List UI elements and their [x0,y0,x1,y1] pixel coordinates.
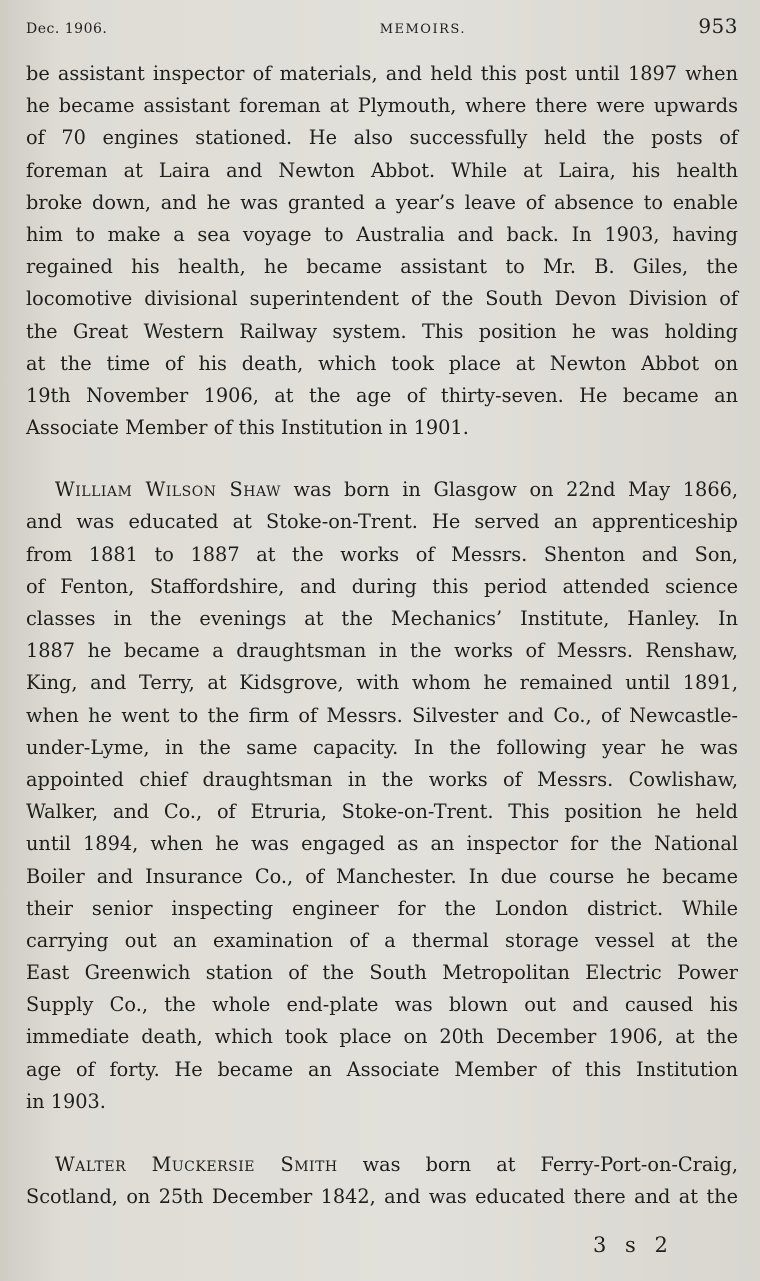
text-line: 1887 he became a draughtsman in the works of Messrs. Renshaw, [26,639,738,663]
text-line: the Great Western Railway system. This position he was holding [26,319,738,343]
text-line: East Greenwich station of the South Metropolitan Electric Power [26,961,738,985]
memoir-paragraph-shaw [26,474,738,1118]
running-head [26,14,738,58]
text-line: at the time of his death, which took place at Newton Abbot on [26,351,738,375]
memoir-paragraph-smith [26,1149,738,1213]
text-line-rest: was born in Glasgow on 22nd May 1866, [280,478,738,502]
text-line: he became assistant foreman at Plymouth, where there were upwards [26,94,738,118]
text-line: from 1881 to 1887 at the works of Messrs. Shenton and Son, [26,542,738,566]
header-date: Dec. 1906. [26,21,108,37]
text-line: until 1894, when he was engaged as an inspector for the National [26,832,738,856]
header-title: MEMOIRS. [379,22,466,37]
text-line: be assistant inspector of materials, and held this post until 1897 when [26,62,738,85]
text-line: and was educated at Stoke-on-Trent. He served an apprenticeship [26,510,738,534]
text-line: Associate Member of this Institution in 1901. [26,416,469,440]
text-line: of Fenton, Staffordshire, and during this period attended science [26,574,738,598]
text-line: broke down, and he was granted a year’s leave of absence to enable [26,190,738,214]
text-line: of 70 engines stationed. He also successfully held the posts of [26,126,738,150]
page-number: 953 [698,14,738,38]
text-line: age of forty. He became an Associate Member of this Institution [26,1057,738,1081]
text-line: immediate death, which took place on 20th December 1906, at the [26,1025,738,1049]
signature-mark: 3 s 2 [593,1233,674,1257]
text-line: in 1903. [26,1089,106,1113]
text-line: 19th November 1906, at the age of thirty-seven. He became an [26,383,738,407]
text-line-rest: was born at Ferry-Port-on-Craig, [337,1153,738,1176]
text-line: regained his health, he became assistant to Mr. B. Giles, the [26,255,738,279]
text-line: Supply Co., the whole end-plate was blown out and caused his [26,993,738,1017]
text-line: Boiler and Insurance Co., of Manchester. In due course he became [26,864,738,888]
text-line: their senior inspecting engineer for the London district. While [26,896,738,920]
text-line: when he went to the firm of Messrs. Silvester and Co., of Newcastle- [26,703,738,727]
text-line: classes in the evenings at the Mechanics’ Institute, Hanley. In [26,607,738,630]
text-line: under-Lyme, in the same capacity. In the following year he was [26,735,738,759]
text-line: Scotland, on 25th December 1842, and was educated there and at the [26,1185,738,1209]
text-line-first [26,474,738,506]
text-line: him to make a sea voyage to Australia and back. In 1903, having [26,222,738,246]
text-line: carrying out an examination of a thermal storage vessel at the [26,928,738,952]
memoir-name: Walter Muckersie Smith [54,1153,338,1176]
text-line: Walker, and Co., of Etruria, Stoke-on-Trent. This position he held [26,800,738,824]
text-line-first [26,1149,738,1181]
text-line: foreman at Laira and Newton Abbot. While at Laira, his health [26,158,738,182]
memoir-paragraph-continued [26,58,738,444]
text-line: King, and Terry, at Kidsgrove, with whom he remained until 1891, [26,671,738,695]
memoir-name: William Wilson Shaw [54,478,281,502]
text-line: locomotive divisional superintendent of the South Devon Division of [26,287,738,311]
text-line: appointed chief draughtsman in the works of Messrs. Cowlishaw, [26,767,738,791]
